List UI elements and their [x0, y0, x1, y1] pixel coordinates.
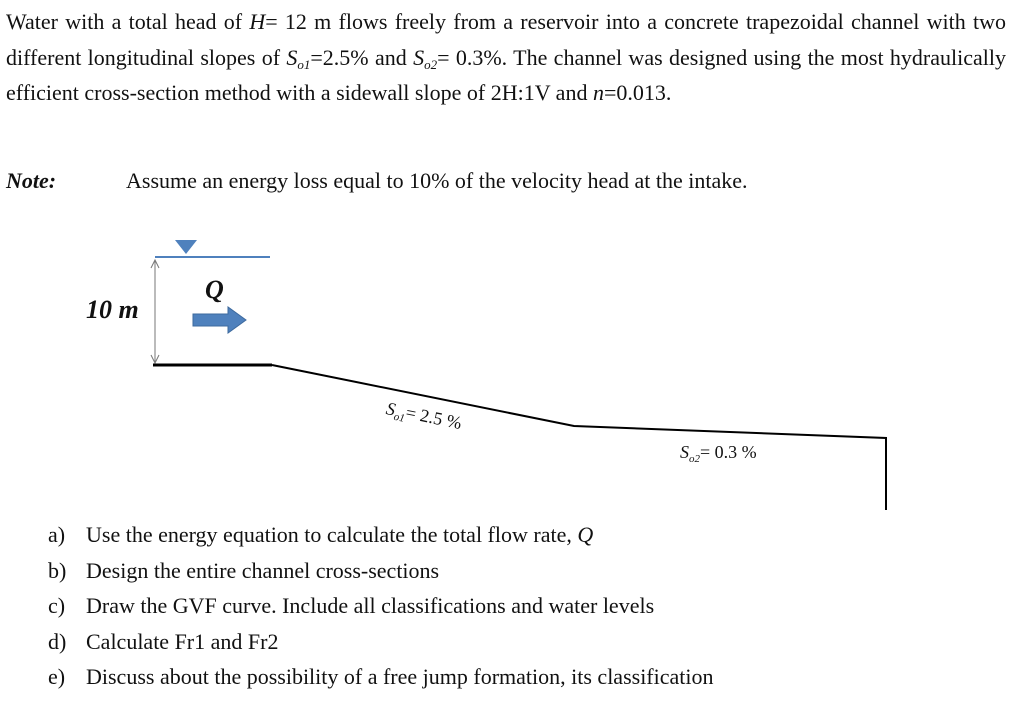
statement-text: Water with a total head of — [6, 9, 250, 34]
subscript-o2: o2 — [424, 56, 438, 72]
flow-label: Q — [205, 275, 224, 304]
subscript-o1: o1 — [392, 410, 406, 425]
question-marker: b) — [48, 557, 67, 583]
question-text: Use the energy equation to calculate the total flow rate, — [86, 522, 578, 547]
question-marker: d) — [48, 628, 67, 654]
var-S: S — [413, 44, 425, 70]
svg-text:So1= 2.5 % — [384, 398, 464, 436]
var-n: n — [592, 80, 604, 105]
depth-label: 10 m — [86, 295, 139, 324]
question-marker: c) — [48, 593, 66, 618]
question-item — [48, 659, 714, 695]
subscript-o2: o2 — [689, 453, 700, 465]
question-item — [48, 624, 714, 660]
channel-bed — [272, 365, 886, 510]
question-text: Design the entire channel cross-sections — [86, 557, 440, 583]
question-marker: e) — [48, 664, 66, 689]
question-text: Draw the GVF curve. Include all classifications and water levels — [86, 593, 655, 618]
question-marker: a) — [48, 522, 66, 547]
slope2-label — [680, 442, 757, 465]
slope2-value: = 0.3 % — [700, 442, 757, 462]
note-label: Note: — [6, 168, 57, 193]
statement-text: =0.013. — [603, 80, 672, 105]
var-S: S — [384, 398, 398, 420]
statement-text: =2.5% and — [310, 44, 414, 70]
var-S: S — [680, 442, 689, 462]
subscript-o1: o1 — [297, 56, 311, 72]
question-list — [48, 517, 714, 695]
question-text: Calculate Fr1 and Fr2 — [86, 628, 279, 654]
question-item — [48, 553, 714, 589]
var-H: H — [249, 9, 266, 34]
slope1-value: = 2.5 % — [404, 402, 464, 433]
statement-text: = 0.3%. The channel was designed using the most hydraulically efficient cross-section method with a sidewall slope of 2H:1V and — [6, 44, 1006, 105]
statement-text: = 12 m flows freely from a reservoir into a concrete trapezoidal channel with two different longitudinal slopes of — [6, 9, 1006, 70]
note-text: Assume an energy loss equal to 10% of the velocity head at the intake. — [126, 168, 748, 193]
question-text: Discuss about the possibility of a free jump formation, its classification — [86, 664, 714, 689]
question-item — [48, 588, 714, 624]
flow-arrow-icon — [193, 307, 246, 333]
slope1-label — [384, 398, 464, 436]
water-level-icon — [175, 240, 197, 254]
var-Q: Q — [577, 522, 594, 547]
var-S: S — [286, 44, 298, 70]
question-item — [48, 517, 714, 553]
